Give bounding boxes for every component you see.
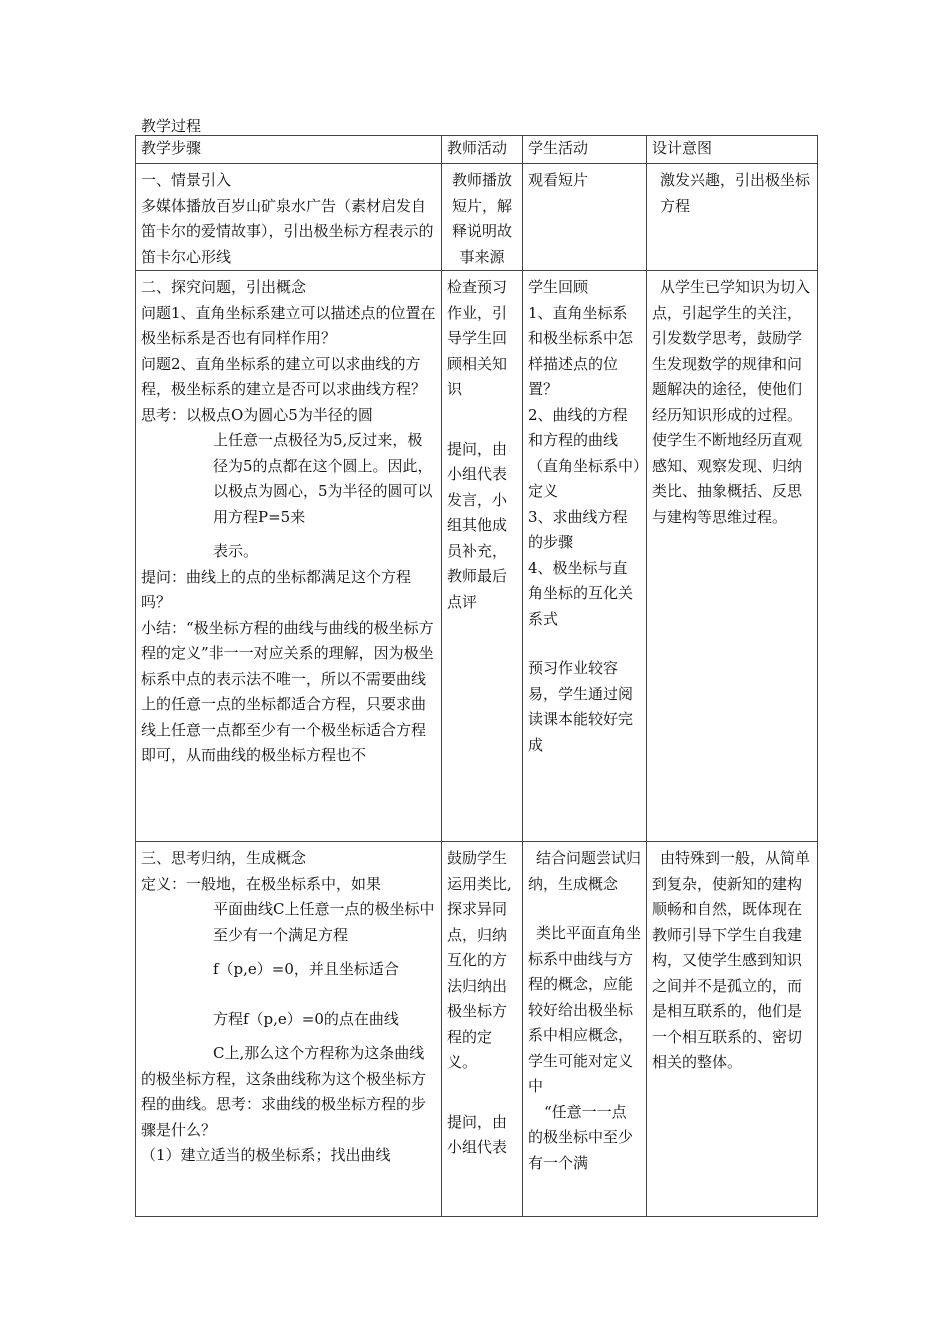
header-steps: 教学步骤 bbox=[136, 136, 442, 164]
row2-steps: 二、探究问题，引出概念 问题1、直角坐标系建立可以描述点的位置在极坐标系是否也有同样作用？ 问题2、直角坐标系的建立可以求曲线的方程，极坐标系的建立是否可以求曲线方程？ 思考：以极点O为圆心5为半径的圆 上任意一点极径为5,反过来，极径为5的点都在这个圆上。因此，以极点为圆心，5为半径的圆可以用方程P=5来 表示。 提问：曲线上的点的坐标都满足这个方程吗？ 小结：“极坐标方程的曲线与曲线的极坐标方程的定义”非一一对应关系的理解，因为极坐标系中点的表示法不唯一，所以不需要曲线上的任意一点的坐标都适合方程，只要求曲线上任意一点都至少有一个极坐标适合方程即可，从而曲线的极坐标方程也不 bbox=[136, 271, 442, 842]
section-title: 教学过程 bbox=[141, 117, 202, 135]
header-teacher: 教师活动 bbox=[442, 136, 523, 164]
row3-intent: 由特殊到一般，从简单到复杂，使新知的建构顺畅和自然，既体现在教师引导下学生自我建构，又使学生感到知识之间并不是孤立的，而是相互联系的，他们是一个相互联系的、密切相关的整体。 bbox=[647, 842, 818, 1217]
header-intent: 设计意图 bbox=[647, 136, 818, 164]
header-student: 学生活动 bbox=[523, 136, 647, 164]
row1-intent: 激发兴趣，引出极坐标方程 bbox=[647, 164, 818, 271]
table-row bbox=[136, 271, 818, 842]
table-row bbox=[136, 842, 818, 1217]
row1-student: 观看短片 bbox=[523, 164, 647, 271]
row2-intent: 从学生已学知识为切入点，引起学生的关注，引发数学思考，鼓励学生发现数学的规律和问题解决的途径，使他们经历知识形成的过程。使学生不断地经历直观感知、观察发现、归纳类比、抽象概括、反思与建构等思维过程。 bbox=[647, 271, 818, 842]
row3-student: 结合问题尝试归纳，生成概念 类比平面直角坐标系中曲线与方程的概念，应能较好给出极坐标系中相应概念，学生可能对定义中 “任意一一点的极坐标中至少有一个满 bbox=[523, 842, 647, 1217]
row2-student: 学生回顾 1、直角坐标系和极坐标系中怎样描述点的位置？ 2、曲线的方程和方程的曲线 （直角坐标系中）定义 3、求曲线方程的步骤 4、极坐标与直角坐标的互化关系式 预习作业较容易，学生通过阅读课本能较好完成 bbox=[523, 271, 647, 842]
lesson-table bbox=[135, 135, 818, 1217]
table-header-row bbox=[136, 136, 818, 164]
row3-teacher: 鼓励学生运用类比,探求异同点，归纳互化的方法归纳出极坐标方程的定义。 提问，由小组代表 bbox=[442, 842, 523, 1217]
row1-steps: 一、情景引入 多媒体播放百岁山矿泉水广告（素材启发自笛卡尔的爱情故事），引出极坐标方程表示的笛卡尔心形线 bbox=[136, 164, 442, 271]
row2-teacher: 检查预习作业，引导学生回顾相关知识 提问，由小组代表发言，小组其他成员补充，教师最后点评 bbox=[442, 271, 523, 842]
table-row bbox=[136, 164, 818, 271]
row1-teacher: 教师播放短片，解释说明故事来源 bbox=[442, 164, 523, 271]
row3-steps: 三、思考归纳，生成概念 定义：一般地，在极坐标系中，如果 平面曲线C上任意一点的极坐标中至少有一个满足方程 f（p,e）=0，并且坐标适合 方程f（p,e）=0的点在曲线 C上,那么这个方程称为这条曲线的极坐标方程，这条曲线称为这个极坐标方程的曲线。思考：求曲线的极坐标方程的步骤是什么？ （1）建立适当的极坐标系；找出曲线 bbox=[136, 842, 442, 1217]
